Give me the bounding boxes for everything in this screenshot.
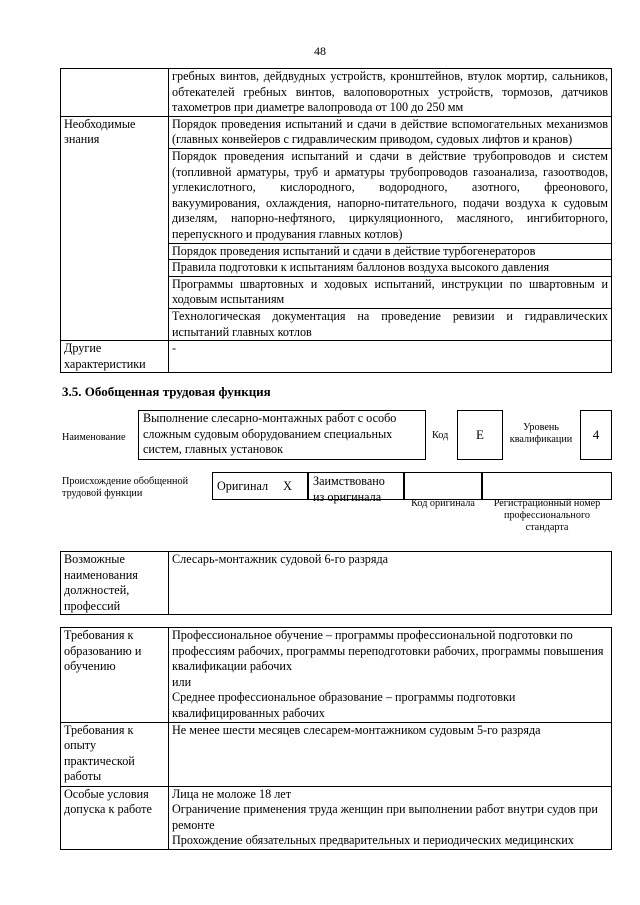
cell-text: Технологическая документация на проведение ревизии и гидравлических испытаний главных котлов — [169, 308, 612, 340]
knowledge-table — [60, 68, 612, 373]
cell-line: Среднее профессиональное образование – программы подготовки квалифицированных рабочих — [172, 690, 516, 720]
level-label: Уровень квалификации — [509, 422, 573, 445]
table-row — [61, 786, 612, 849]
table-row — [61, 116, 612, 148]
cell-text — [169, 786, 612, 849]
cell-text: Слесарь-монтажник судовой 6-го разряда — [169, 552, 612, 615]
borrowed-label: Заимствовано из оригинала — [308, 472, 404, 500]
row-label-education: Требования к образованию и обучению — [61, 628, 169, 723]
table-row — [61, 552, 612, 615]
cell-line: Ограничение применения труда женщин при выполнении работ внутри судов при ремонте — [172, 802, 598, 832]
cell-text — [169, 628, 612, 723]
code-value-box: Е — [457, 410, 503, 460]
positions-table — [60, 551, 612, 615]
table-row — [61, 628, 612, 723]
row-label-required-knowledge: Необходимые знания — [61, 116, 169, 340]
cell-line: Прохождение обязательных предварительных и периодических медицинских — [172, 833, 574, 848]
page-number: 48 — [314, 44, 326, 58]
table-row — [61, 341, 612, 373]
cell-line: Лица не моложе 18 лет — [172, 786, 292, 801]
origin-label: Происхождение обобщенной трудовой функции — [62, 476, 189, 499]
section-title: 3.5. Обобщенная трудовая функция — [62, 384, 271, 399]
cell-text: Порядок проведения испытаний и сдачи в действие вспомогательных механизмов (главных конвейеров с гидравлическим приводом, судовых лифтов и кранов) — [169, 116, 612, 148]
cell-text: - — [169, 341, 612, 373]
row-label-admission: Особые условия допуска к работе — [61, 786, 169, 849]
row-label — [61, 69, 169, 117]
reg-number-box — [482, 472, 612, 500]
cell-text: Программы швартовных и ходовых испытаний, инструкции по швартовным и ходовым испытаниям — [169, 276, 612, 308]
cell-text: Не менее шести месяцев слесарем-монтажником судовым 5-го разряда — [169, 722, 612, 786]
name-label: Наименование — [62, 432, 126, 443]
row-label-experience: Требования к опыту практической работы — [61, 722, 169, 786]
name-value-box: Выполнение слесарно-монтажных работ с особо сложным судовым оборудованием специальных систем, главных установок — [138, 410, 426, 460]
table-row — [61, 69, 612, 117]
row-label-positions: Возможные наименования должностей, профессий — [61, 552, 169, 615]
requirements-table — [60, 627, 612, 850]
row-label-other: Другие характеристики — [61, 341, 169, 373]
original-label: Оригинал — [212, 472, 268, 500]
cell-line: Профессиональное обучение – программы профессиональной подготовки по профессиям рабочих, программы переподготовки рабочих, программы повышения квалификации рабочих — [172, 628, 604, 674]
code-label: Код — [432, 430, 449, 441]
level-value-box: 4 — [580, 410, 612, 460]
reg-number-caption: Регистрационный номер профессионального стандарта — [493, 498, 601, 533]
cell-text: гребных винтов, дейдвудных устройств, кронштейнов, втулок мортир, сальников, обтекателей гребных винтов, валоповоротных устройств, тормозов, датчиков тахометров при диаметре валопровода от 100 до 250 мм — [169, 69, 612, 117]
cell-text: Порядок проведения испытаний и сдачи в действие трубопроводов и систем (топливной арматуры, труб и арматуры трубопроводов газоанализа, газоотводов, углекислотного, кислородного, водородного, азотного, фреонового, вакуумирования, охлаждения, напорно-питательного, подачи воздуха к судовым дизелям, напорно-нефтяного, циркуляционного, масляного, ингибиторного, перепускного и продувания главных котлов) — [169, 148, 612, 243]
cell-text: Порядок проведения испытаний и сдачи в действие турбогенераторов — [169, 243, 612, 260]
original-code-box — [404, 472, 482, 500]
cell-line: или — [172, 674, 192, 689]
original-code-caption: Код оригинала — [411, 498, 475, 509]
original-mark: X — [268, 472, 308, 500]
table-row — [61, 722, 612, 786]
cell-text: Правила подготовки к испытаниям баллонов воздуха высокого давления — [169, 260, 612, 277]
